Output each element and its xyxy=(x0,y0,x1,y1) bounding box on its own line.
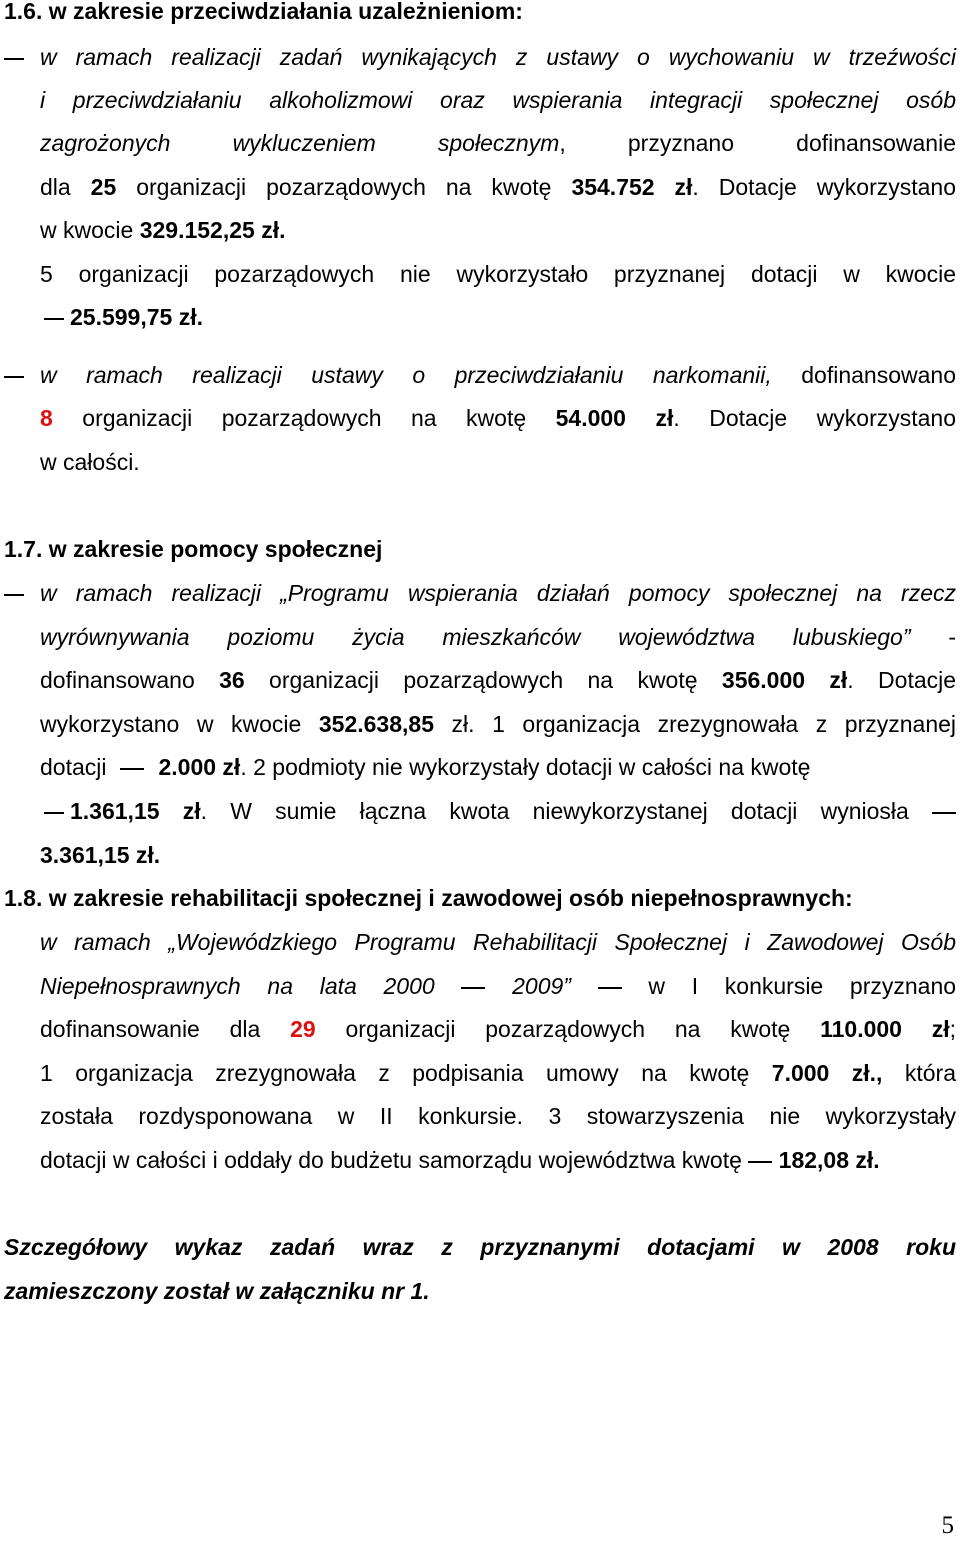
s17-line6: 1.361,15 zł. W sumie łączna kwota niewykorzystanej dotacji wyniosła xyxy=(70,796,956,826)
s16-item2-line1: w ramach realizacji ustawy o przeciwdziałaniu narkomanii, dofinansowano xyxy=(40,362,956,388)
section-1-6-heading: 1.6. w zakresie przeciwdziałania uzależnieniom: xyxy=(4,0,523,24)
s16-item1-line7: 25.599,75 zł. xyxy=(70,304,203,330)
section-1-7-heading: 1.7. w zakresie pomocy społecznej xyxy=(4,536,383,562)
dash xyxy=(120,768,144,770)
s17-line7: 3.361,15 zł. xyxy=(40,842,161,868)
dash xyxy=(598,987,622,989)
dash-bullet xyxy=(4,376,24,378)
s17-line5: dotacji 2.000 zł. 2 podmioty nie wykorzystały dotacji w całości na kwotę xyxy=(40,754,811,780)
s18-line3: dofinansowanie dla 29 organizacji pozarządowych na kwotę 110.000 zł; xyxy=(40,1016,957,1042)
s16-item1-line5: w kwocie 329.152,25 zł. xyxy=(40,217,286,243)
page-number: 5 xyxy=(941,1512,954,1539)
summary-line2: zamieszczony został w załączniku nr 1. xyxy=(4,1278,430,1304)
s17-line4: wykorzystano w kwocie 352.638,85 zł. 1 organizacja zrezygnowała z przyznanej xyxy=(40,711,957,737)
s16-item2-line2: 8 organizacji pozarządowych na kwotę 54.000 zł. Dotacje wykorzystano xyxy=(40,405,956,431)
s17-line2: wyrównywania poziomu życia mieszkańców województwa lubuskiego” - xyxy=(40,624,956,650)
dash xyxy=(461,987,485,989)
s16-item1-line4: dla 25 organizacji pozarządowych na kwotę 354.752 zł. Dotacje wykorzystano xyxy=(40,174,957,200)
s16-item1-line6: 5 organizacji pozarządowych nie wykorzystało przyznanej dotacji w kwocie xyxy=(40,261,956,287)
s16-item1-line1: w ramach realizacji zadań wynikających z ustawy o wychowaniu w trzeźwości xyxy=(40,44,956,70)
dash xyxy=(932,812,956,814)
dash-bullet xyxy=(4,58,24,60)
s16-item2-line3: w całości. xyxy=(40,449,140,475)
s18-line4: 1 organizacja zrezygnowała z podpisania umowy na kwotę 7.000 zł., która xyxy=(40,1060,957,1086)
s16-item1-line2: i przeciwdziałaniu alkoholizmowi oraz wspierania integracji społecznej osób xyxy=(40,87,956,113)
dash-bullet xyxy=(4,594,24,596)
s17-line3: dofinansowano 36 organizacji pozarządowych na kwotę 356.000 zł. Dotacje xyxy=(40,667,957,693)
summary-line1: Szczegółowy wykaz zadań wraz z przyznanymi dotacjami w 2008 roku xyxy=(4,1234,956,1260)
s18-line5: została rozdysponowana w II konkursie. 3 stowarzyszenia nie wykorzystały xyxy=(40,1103,956,1129)
section-1-8-heading: 1.8. w zakresie rehabilitacji społecznej i zawodowej osób niepełnosprawnych: xyxy=(4,885,853,911)
dash xyxy=(44,318,64,320)
s16-item1-line3: zagrożonych wykluczeniem społecznym, przyznano dofinansowanie xyxy=(40,130,956,156)
s17-line1: w ramach realizacji „Programu wspierania działań pomocy społecznej na rzecz xyxy=(40,580,956,606)
s18-line2: Niepełnosprawnych na lata 2000 2009” w I konkursie przyznano xyxy=(40,973,957,999)
dash xyxy=(748,1161,772,1163)
s18-line1: w ramach „Wojewódzkiego Programu Rehabilitacji Społecznej i Zawodowej Osób xyxy=(40,929,956,955)
s18-line6: dotacji w całości i oddały do budżetu samorządu województwa kwotę 182,08 zł. xyxy=(40,1147,880,1173)
dash xyxy=(44,812,64,814)
